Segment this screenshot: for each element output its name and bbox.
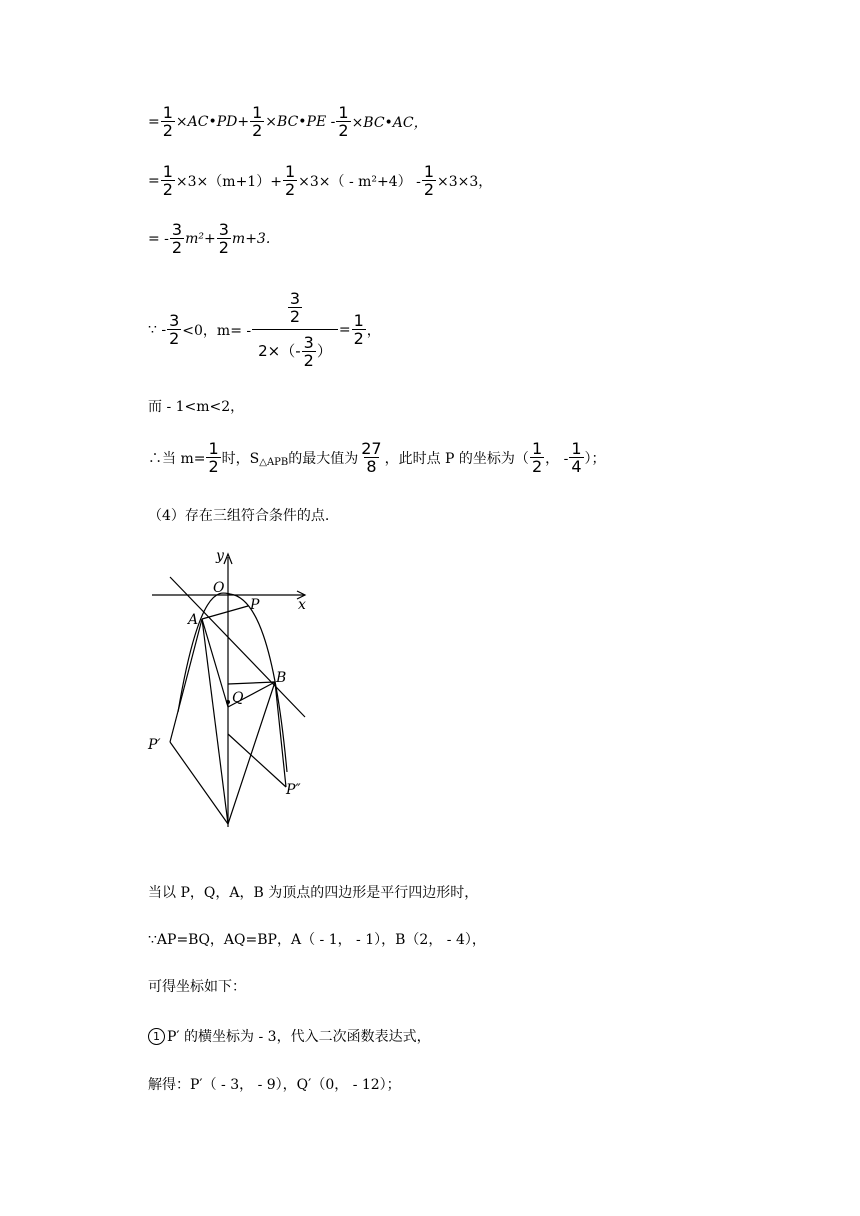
- fraction: $\frac{1}{2}$: [162, 103, 173, 140]
- label-A: A: [188, 612, 199, 628]
- fraction: $\frac{1}{4}$: [571, 439, 582, 476]
- text-line-5: 而 - 1<m<2，: [148, 399, 245, 415]
- text-line-7: （4）存在三组符合条件的点.: [148, 508, 330, 524]
- equation-line-4: ∵ - $\frac{3}{2}$ <0，m= - $\frac{3}{2}$ 2×（- $\frac{3}{2}$ ） = $\frac{1}{2}$ ，: [148, 289, 381, 370]
- label-Q: Q: [232, 690, 244, 706]
- fraction: $\frac{3}{2}$: [171, 220, 183, 257]
- geometry-figure: [140, 542, 320, 852]
- equation-line-2: = $\frac{1}{2}$ ×3×（m+1）+ $\frac{1}{2}$ ×3×（ - m²+4） - $\frac{1}{2}$ ×3×3，: [148, 162, 493, 199]
- label-P-double-prime: P″: [286, 782, 301, 798]
- complex-fraction: $\frac{3}{2}$ 2×（- $\frac{3}{2}$ ）: [252, 290, 338, 369]
- fraction: $\frac{1}{2}$: [423, 162, 435, 199]
- text-line-11: 1 P′ 的横坐标为 - 3，代入二次函数表达式，: [148, 1026, 431, 1046]
- label-y: y: [216, 548, 224, 564]
- segment-Q2P2: [228, 734, 286, 787]
- equation-line-3: = - $\frac{3}{2}$ m²+ $\frac{3}{2}$ m+3.: [148, 220, 271, 257]
- fraction: $\frac{1}{2}$: [338, 103, 349, 140]
- segment-BP2: [275, 682, 286, 787]
- segment-AQ: [202, 619, 228, 707]
- text-line-9: ∵AP=BQ，AQ=BP，A（ - 1， - 1），B（2， - 4），: [148, 932, 486, 948]
- text-line-12: 解得：P′（ - 3， - 9），Q′（0， - 12）；: [148, 1077, 401, 1093]
- equation-line-6: ∴当 m= $\frac{1}{2}$ 时，S $_{\triangle APB}$ 的最大值为 $\frac{27}{8}$ ，此时点 P 的坐标为（ $\frac{1}{2}$ ， - $\frac{1}{4}$ ）；: [148, 439, 606, 476]
- fraction: $\frac{1}{2}$: [531, 439, 543, 476]
- label-P-prime: P′: [148, 737, 161, 753]
- label-x: x: [298, 597, 306, 613]
- text-line-10: 可得坐标如下：: [148, 979, 246, 995]
- fraction: $\frac{1}{2}$: [162, 162, 173, 199]
- circled-number: 1: [148, 1028, 165, 1045]
- segment-AP1: [170, 619, 202, 742]
- fraction: $\frac{3}{2}$: [169, 311, 180, 348]
- fraction: $\frac{1}{2}$: [252, 103, 263, 140]
- point-q-dot: [226, 700, 230, 704]
- label-O: O: [213, 580, 225, 596]
- fraction: $\frac{3}{2}$: [218, 220, 229, 257]
- text-line-8: 当以 P，Q，A，B 为顶点的四边形是平行四边形时，: [148, 885, 479, 901]
- label-B: B: [276, 670, 287, 686]
- fraction: $\frac{27}{8}$: [361, 439, 382, 476]
- fraction: $\frac{1}{2}$: [284, 162, 296, 199]
- label-P: P: [250, 597, 260, 613]
- fraction: $\frac{1}{2}$: [208, 439, 219, 476]
- segment-AP: [202, 606, 248, 619]
- equation-line-1: = $\frac{1}{2}$ ×AC•PD+ $\frac{1}{2}$ ×BC•PE - $\frac{1}{2}$ ×BC•AC，: [148, 103, 428, 140]
- fraction: $\frac{1}{2}$: [353, 311, 364, 348]
